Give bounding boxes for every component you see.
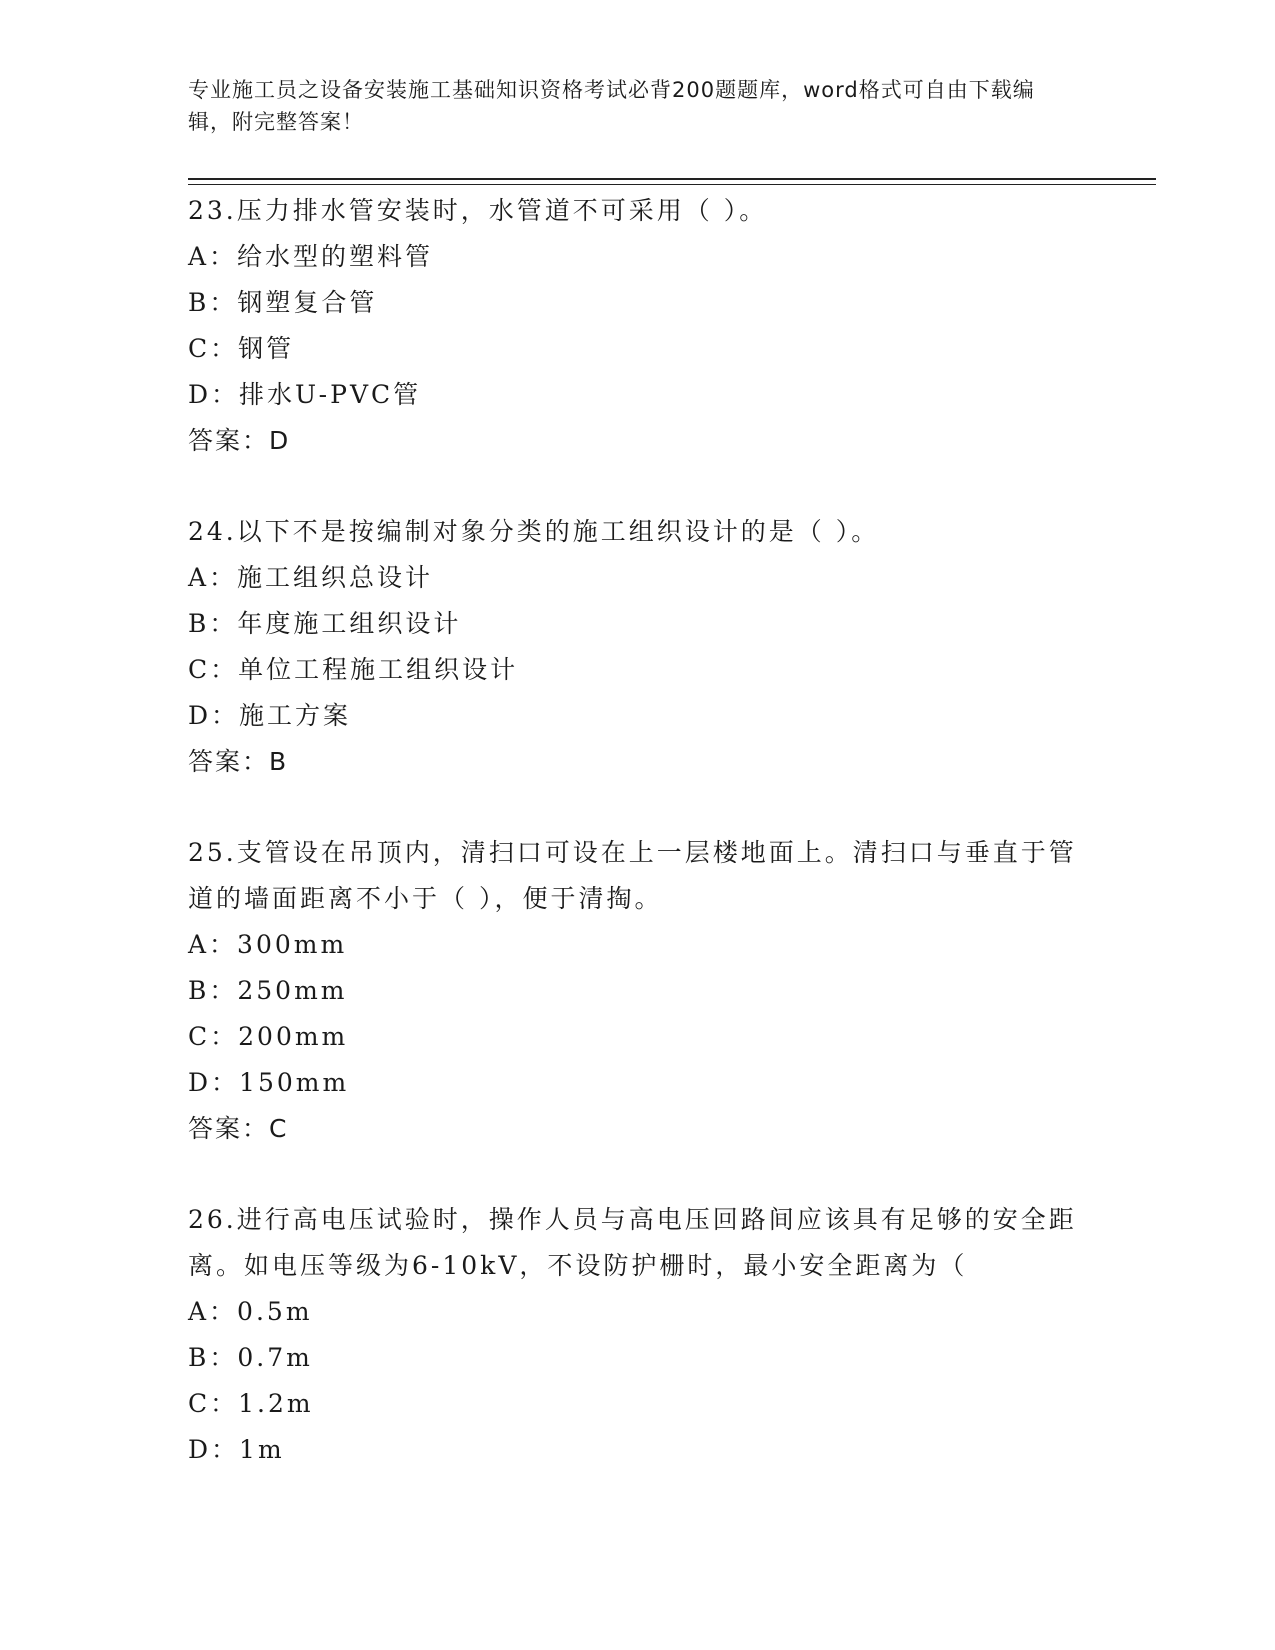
option-a: A：300mm: [188, 930, 348, 959]
option-b: B：0.7m: [188, 1343, 313, 1372]
option-a: A：施工组织总设计: [188, 563, 434, 592]
question-stem: 24.以下不是按编制对象分类的施工组织设计的是（ ）。: [188, 517, 880, 546]
header-divider-thin: [188, 184, 1156, 185]
option-c: C：钢管: [188, 334, 295, 363]
question-25: [188, 830, 1088, 1152]
option-d: D：施工方案: [188, 701, 352, 730]
option-c: C：单位工程施工组织设计: [188, 655, 519, 684]
header-divider-thick: [188, 178, 1156, 180]
document-header: 专业施工员之设备安装施工基础知识资格考试必背200题题库，word格式可自由下载编辑，附完整答案！: [188, 78, 1035, 134]
option-d: D：150mm: [188, 1068, 350, 1097]
answer-line: 答案：D: [188, 426, 291, 455]
option-c: C：200mm: [188, 1022, 349, 1051]
question-stem: 23.压力排水管安装时，水管道不可采用（ ）。: [188, 196, 768, 225]
answer-line: 答案：C: [188, 1114, 289, 1143]
option-b: B：250mm: [188, 976, 348, 1005]
option-d: D：1m: [188, 1435, 285, 1464]
answer-line: 答案：B: [188, 747, 289, 776]
question-23: [188, 188, 1088, 464]
option-b: B：钢塑复合管: [188, 288, 378, 317]
option-a: A：给水型的塑料管: [188, 242, 434, 271]
option-a: A：0.5m: [188, 1297, 313, 1326]
question-26: [188, 1197, 1088, 1473]
question-24: [188, 509, 1088, 785]
question-stem: 25.支管设在吊顶内，清扫口可设在上一层楼地面上。清扫口与垂直于管道的墙面距离不小于（ ），便于清掏。: [188, 838, 1077, 913]
option-c: C：1.2m: [188, 1389, 314, 1418]
option-b: B：年度施工组织设计: [188, 609, 462, 638]
option-d: D：排水U-PVC管: [188, 380, 422, 409]
question-list: [188, 188, 1088, 1518]
question-stem: 26.进行高电压试验时，操作人员与高电压回路间应该具有足够的安全距离。如电压等级为6-10kV，不设防护栅时，最小安全距离为（: [188, 1205, 1077, 1280]
